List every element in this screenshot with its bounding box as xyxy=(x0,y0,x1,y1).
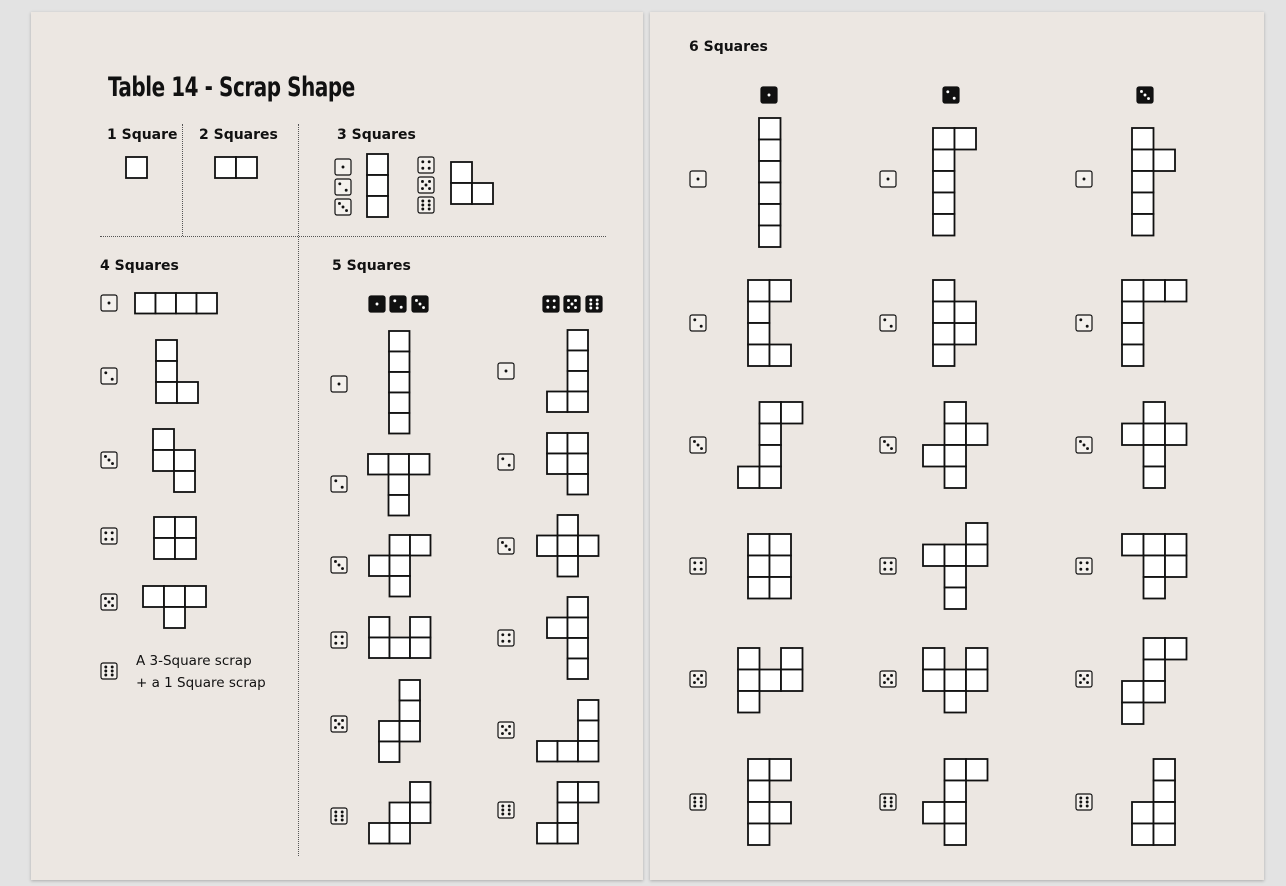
scrap-shape xyxy=(746,278,793,368)
page-title: Table 14 - Scrap Shape xyxy=(108,72,355,103)
die-face-2-icon xyxy=(100,367,118,385)
die-face-5-icon xyxy=(417,176,435,194)
die-face-4-icon xyxy=(542,295,560,313)
four-squares-roll-6-note xyxy=(136,650,266,694)
scrap-shape xyxy=(377,678,422,764)
die-face-1-icon xyxy=(689,170,707,188)
scrap-shape xyxy=(545,595,590,681)
scrap-shape xyxy=(367,780,433,846)
die-face-2-icon xyxy=(689,314,707,332)
divider xyxy=(100,236,606,237)
scrap-shape xyxy=(931,278,978,368)
scrap-shape xyxy=(154,338,200,405)
scrap-shape xyxy=(921,521,990,611)
die-face-3-icon xyxy=(1075,436,1093,454)
scrap-shape xyxy=(1120,278,1189,368)
die-face-1-icon xyxy=(497,362,515,380)
section-header-5-squares: 5 Squares xyxy=(332,258,411,274)
scrap-shape xyxy=(757,116,783,249)
section-header-1-square: 1 Square xyxy=(107,127,178,143)
scrap-shape xyxy=(124,155,149,180)
scrap-shape xyxy=(151,427,197,494)
scrap-shape xyxy=(152,515,198,561)
scrap-shape xyxy=(366,452,432,518)
die-face-3-icon xyxy=(497,537,515,555)
section-header-4-squares: 4 Squares xyxy=(100,258,179,274)
die-face-3-icon xyxy=(689,436,707,454)
die-face-2-icon xyxy=(497,453,515,471)
die-face-4-icon xyxy=(497,629,515,647)
scrap-shape xyxy=(449,160,495,206)
scrap-shape xyxy=(367,533,433,599)
scrap-shape xyxy=(535,698,601,764)
section-header-2-squares: 2 Squares xyxy=(199,127,278,143)
note-line-2: + a 1 Square scrap xyxy=(136,675,266,691)
scrap-shape xyxy=(1130,757,1177,847)
scrap-shape xyxy=(746,532,793,601)
scrap-shape xyxy=(1120,636,1189,726)
die-face-2-icon xyxy=(942,86,960,104)
die-face-1-icon xyxy=(330,375,348,393)
die-face-1-icon xyxy=(100,294,118,312)
scrap-shape xyxy=(535,513,601,579)
die-face-5-icon xyxy=(689,670,707,688)
scrap-shape xyxy=(746,757,793,847)
scrap-shape xyxy=(1120,532,1189,601)
scrap-shape xyxy=(921,757,990,847)
scrap-shape xyxy=(1130,126,1177,238)
scrap-shape xyxy=(365,152,390,219)
die-face-2-icon xyxy=(334,178,352,196)
die-face-1-icon xyxy=(879,170,897,188)
die-face-5-icon xyxy=(879,670,897,688)
scrap-shape xyxy=(921,646,990,715)
die-face-5-icon xyxy=(1075,670,1093,688)
die-face-6-icon xyxy=(330,807,348,825)
note-line-1: A 3-Square scrap xyxy=(136,653,252,669)
die-face-4-icon xyxy=(100,527,118,545)
die-face-2-icon xyxy=(879,314,897,332)
die-face-2-icon xyxy=(389,295,407,313)
die-face-6-icon xyxy=(497,801,515,819)
die-face-1-icon xyxy=(760,86,778,104)
die-face-5-icon xyxy=(100,593,118,611)
die-face-4-icon xyxy=(330,631,348,649)
die-face-4-icon xyxy=(879,557,897,575)
scrap-shape xyxy=(1120,400,1189,490)
scrap-shape xyxy=(387,329,412,436)
die-face-3-icon xyxy=(879,436,897,454)
divider xyxy=(298,124,299,856)
die-face-5-icon xyxy=(497,721,515,739)
die-face-6-icon xyxy=(417,196,435,214)
die-face-4-icon xyxy=(689,557,707,575)
die-face-6-icon xyxy=(879,793,897,811)
scrap-shape xyxy=(736,646,805,715)
die-face-3-icon xyxy=(334,198,352,216)
scrap-shape xyxy=(367,615,433,660)
scrap-shape xyxy=(921,400,990,490)
scrap-shape xyxy=(736,400,805,490)
die-face-6-icon xyxy=(100,662,118,680)
die-face-3-icon xyxy=(100,451,118,469)
section-header-3-squares: 3 Squares xyxy=(337,127,416,143)
die-face-4-icon xyxy=(1075,557,1093,575)
die-face-3-icon xyxy=(330,556,348,574)
section-header-6-squares: 6 Squares xyxy=(689,39,768,55)
scrap-shape xyxy=(931,126,978,238)
scrap-shape xyxy=(545,431,590,497)
die-face-6-icon xyxy=(1075,793,1093,811)
die-face-2-icon xyxy=(330,475,348,493)
die-face-6-icon xyxy=(585,295,603,313)
die-face-3-icon xyxy=(411,295,429,313)
die-face-1-icon xyxy=(1075,170,1093,188)
die-face-2-icon xyxy=(1075,314,1093,332)
die-face-1-icon xyxy=(368,295,386,313)
scrap-shape xyxy=(133,291,219,316)
die-face-1-icon xyxy=(334,158,352,176)
scrap-shape xyxy=(545,328,590,414)
die-face-5-icon xyxy=(563,295,581,313)
scrap-shape xyxy=(141,584,208,630)
scrap-shape xyxy=(535,780,601,846)
die-face-3-icon xyxy=(1136,86,1154,104)
die-face-6-icon xyxy=(689,793,707,811)
die-face-5-icon xyxy=(330,715,348,733)
die-face-4-icon xyxy=(417,156,435,174)
scrap-shape xyxy=(213,155,259,180)
divider xyxy=(182,124,183,236)
